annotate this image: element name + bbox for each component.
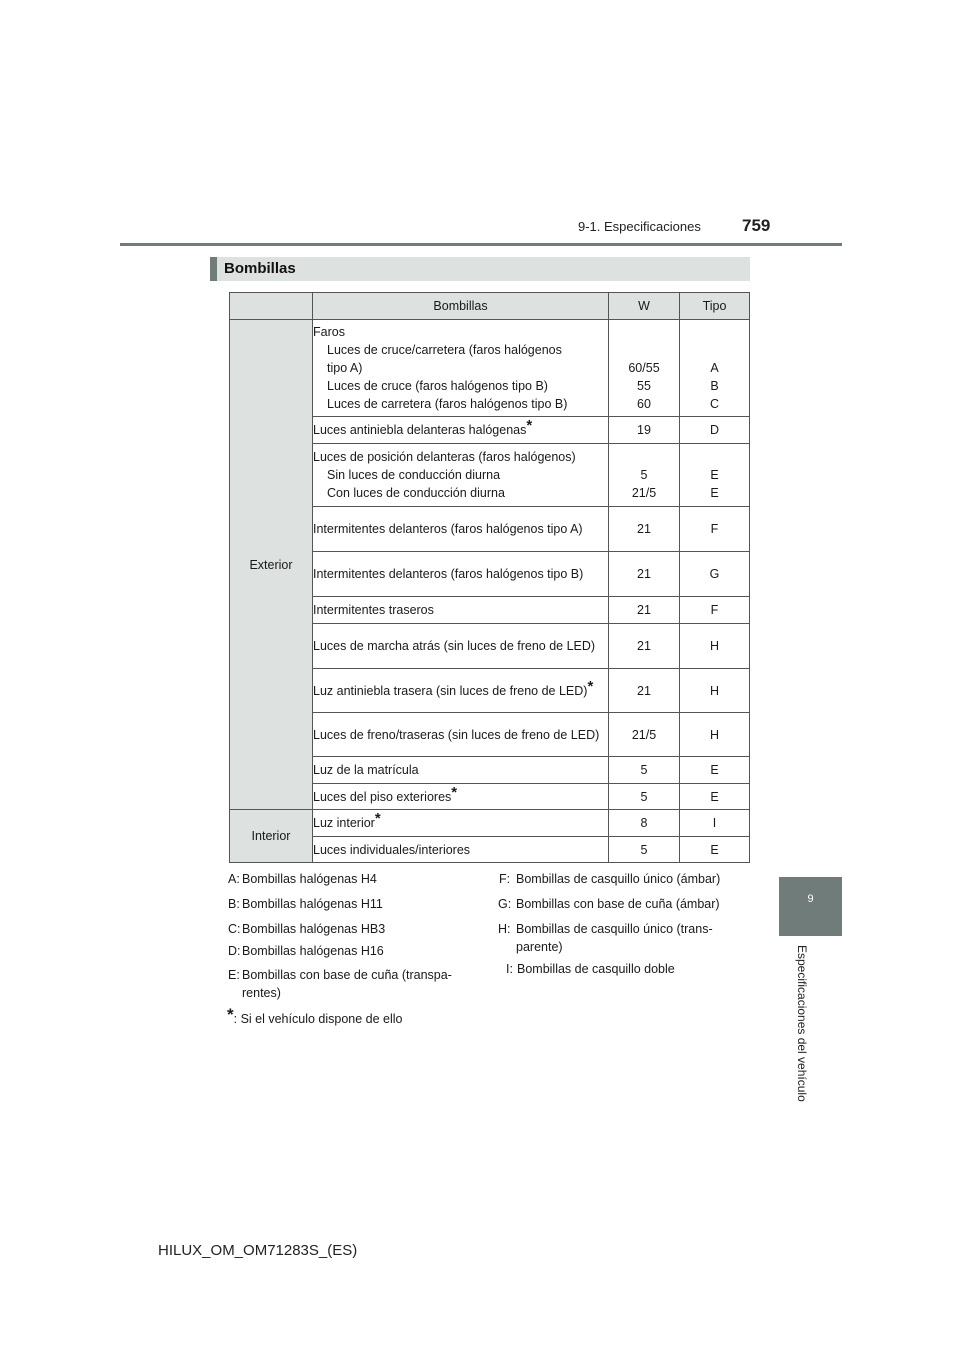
row-line: tipo A) — [327, 361, 363, 375]
footnote-star: * — [526, 417, 533, 434]
row-line: Sin luces de conducción diurna — [327, 468, 501, 482]
page-number: 759 — [742, 216, 771, 235]
legend-key: A: — [228, 872, 240, 886]
bulb-name — [313, 320, 609, 417]
legend-key: H: — [498, 922, 511, 936]
legend-text: Bombillas halógenas HB3 — [242, 922, 386, 936]
watt-value: 21 — [609, 669, 680, 713]
section-title: Bombillas — [224, 260, 296, 277]
header-section-title: 9-1. Especificaciones — [578, 219, 701, 234]
legend-key: F: — [499, 872, 511, 886]
type-value: B — [710, 379, 719, 393]
bulbs-table — [229, 292, 750, 863]
table-header-cell: Tipo — [680, 293, 750, 320]
type-value: E — [680, 837, 750, 863]
bulb-label: Luces antiniebla delanteras halógenas — [313, 423, 527, 437]
table-header-cell: W — [609, 293, 680, 320]
watt-value: 21 — [609, 597, 680, 624]
bulb-name — [313, 669, 609, 713]
footnote — [227, 1006, 403, 1028]
legend-text: Bombillas con base de cuña (transpa- — [242, 968, 452, 982]
bulb-name: Luces de freno/traseras (sin luces de freno de LED) — [313, 713, 609, 757]
legend-key: C: — [228, 922, 241, 936]
document-id: HILUX_OM_OM71283S_(ES) — [158, 1242, 358, 1259]
watt-value: 5 — [640, 468, 648, 482]
table-header-cell: Bombillas — [313, 293, 609, 320]
section-heading — [210, 257, 750, 281]
legend-text: Bombillas halógenas H16 — [242, 944, 384, 958]
watt-value: 60/55 — [628, 361, 660, 375]
type-value: G — [680, 552, 750, 597]
legend-item-e — [228, 966, 478, 1002]
bulb-name — [313, 810, 609, 837]
legend-text: parente) — [516, 940, 563, 954]
legend-key: I: — [506, 962, 513, 976]
legend-key: E: — [228, 968, 240, 982]
table-row — [230, 810, 750, 837]
chapter-number: 9 — [807, 893, 814, 905]
legend-key: B: — [228, 897, 240, 911]
legend-item-h — [498, 920, 758, 956]
bulb-name: Luces individuales/interiores — [313, 837, 609, 863]
watt-value: 21/5 — [609, 713, 680, 757]
bulb-name: Luz de la matrícula — [313, 757, 609, 784]
type-value: A — [710, 361, 719, 375]
table-header-cell — [230, 293, 313, 320]
row-line: Luces de cruce/carretera (faros halógenos — [327, 343, 562, 357]
watt-value: 21/5 — [631, 486, 657, 500]
legend-text: Bombillas de casquillo único (trans- — [516, 922, 713, 936]
footnote-star: * — [587, 677, 594, 695]
watt-value: 21 — [609, 552, 680, 597]
footnote-star: * — [227, 1005, 234, 1024]
row-line: Luces de cruce (faros halógenos tipo B) — [327, 379, 548, 393]
type-value: H — [680, 713, 750, 757]
type-value: E — [680, 784, 750, 810]
type-value: F — [680, 597, 750, 624]
watt-value: 21 — [609, 507, 680, 552]
watt-cell — [609, 320, 680, 417]
table-row — [230, 320, 750, 417]
bulb-name — [313, 784, 609, 810]
legend-text: Bombillas halógenas H4 — [242, 872, 377, 886]
row-line: Luces de carretera (faros halógenos tipo B) — [327, 397, 568, 411]
type-value: H — [680, 624, 750, 669]
legend-text: Bombillas halógenas H11 — [242, 897, 383, 911]
legend-text: Bombillas de casquillo doble — [517, 962, 675, 976]
bulb-name: Luces de marcha atrás (sin luces de freno de LED) — [313, 624, 609, 669]
footnote-text: : Si el vehículo dispone de ello — [233, 1012, 403, 1026]
group-exterior: Exterior — [230, 320, 313, 810]
bulb-label: Luz interior — [313, 816, 375, 830]
footnote-star: * — [451, 783, 458, 801]
type-value: C — [709, 397, 720, 411]
footnote-star: * — [374, 810, 381, 827]
type-value: D — [680, 417, 750, 444]
watt-value: 19 — [609, 417, 680, 444]
bulb-name — [313, 444, 609, 507]
header-rule — [120, 243, 842, 246]
legend-key: G: — [498, 897, 512, 911]
type-value: I — [680, 810, 750, 837]
type-value: E — [680, 757, 750, 784]
section-accent — [210, 257, 217, 281]
row-line: Con luces de conducción diurna — [327, 486, 505, 500]
watt-cell — [609, 444, 680, 507]
type-value: E — [710, 486, 719, 500]
row-title: Luces de posición delanteras (faros halógenos) — [313, 450, 576, 464]
table-header-row — [230, 293, 750, 320]
legend-key: D: — [228, 944, 241, 958]
bulb-name: Intermitentes delanteros (faros halógenos tipo A) — [313, 507, 609, 552]
bulb-label: Luz antiniebla trasera (sin luces de freno de LED) — [313, 683, 588, 698]
row-title: Faros — [313, 325, 345, 339]
type-value: E — [710, 468, 719, 482]
watt-value: 5 — [609, 784, 680, 810]
watt-value: 21 — [609, 624, 680, 669]
bulb-name — [313, 417, 609, 444]
legend-text: rentes) — [242, 986, 281, 1000]
watt-value: 5 — [609, 837, 680, 863]
watt-value: 60 — [637, 397, 651, 411]
bulb-label: Luces del piso exteriores — [313, 789, 452, 804]
watt-value: 55 — [637, 379, 651, 393]
type-cell — [680, 444, 750, 507]
bulb-name: Intermitentes delanteros (faros halógenos tipo B) — [313, 552, 609, 597]
legend-text: Bombillas con base de cuña (ámbar) — [516, 897, 720, 911]
bulb-name: Intermitentes traseros — [313, 597, 609, 624]
chapter-tab — [779, 877, 842, 936]
legend-text: Bombillas de casquillo único (ámbar) — [516, 872, 721, 886]
type-cell — [680, 320, 750, 417]
group-interior: Interior — [230, 810, 313, 863]
watt-value: 8 — [609, 810, 680, 837]
watt-value: 5 — [609, 757, 680, 784]
chapter-label: Especificaciones del vehículo — [795, 945, 809, 1102]
type-value: H — [680, 669, 750, 713]
type-value: F — [680, 507, 750, 552]
